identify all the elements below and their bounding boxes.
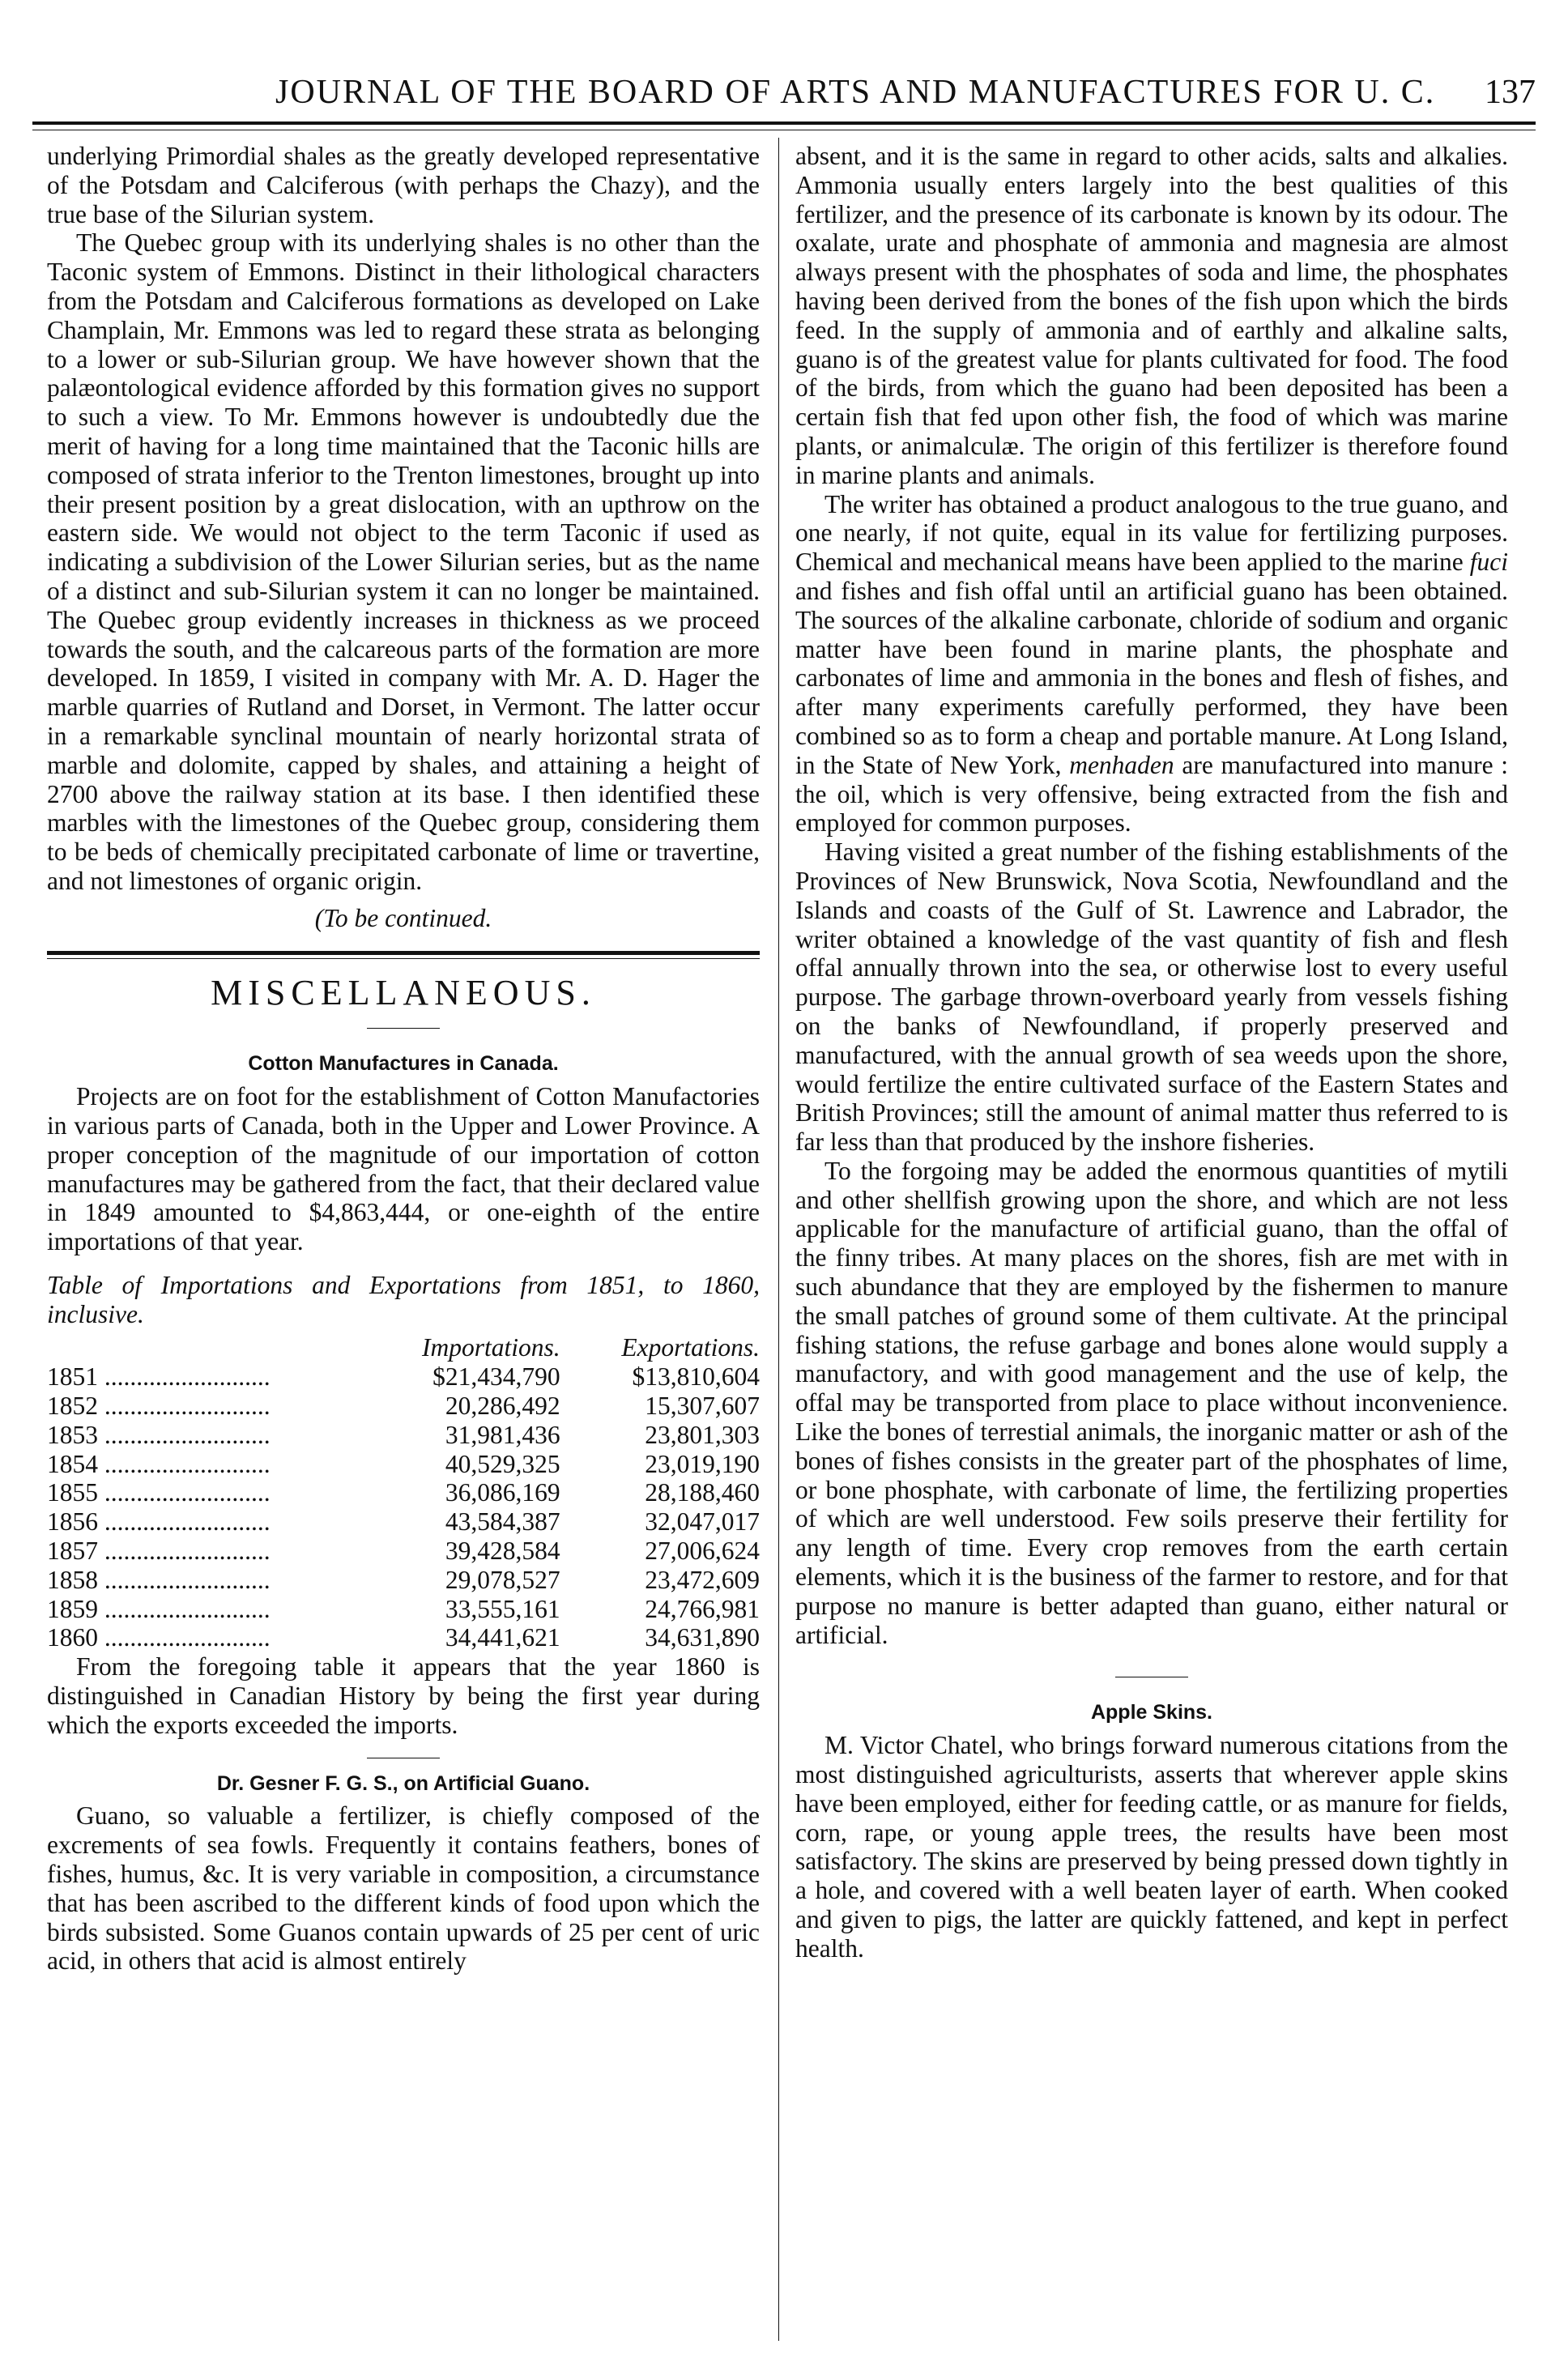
paragraph: To the forgoing may be added the enormous quantities of mytili and other shellfish growing upon the shore, and which are not less applicable for the manufacture of artificial guano, than the offal of the finny tribes. At many places on the shores, fish are met with in such abundance that they are employed by the fishermen to manure the small patches of ground some of them cultivate. At the principal fishing stations, the refuse garbage and bones alone would supply a manufactory, and with good management and the use of kelp, the offal may be transported from place to place without inconvenience. Like the bones of terrestial animals, the inorganic matter or ash of the bones of fishes consists in the greater part of the phosphates of lime, or bone phosphate, with carbonate of lime, the fertilizing properties of which are well understood. Few soils preserve their fertility for any length of time. Every crop removes from the earth certain elements, which it is the business of the farmer to restore, and for that purpose no manure is better adapted than guano, either natural or artificial. (795, 1156, 1508, 1649)
table-header-row (47, 1333, 760, 1362)
article-heading: Apple Skins. (1090, 1701, 1213, 1724)
article-heading: Cotton Manufactures in Canada. (248, 1052, 559, 1076)
journal-title: JOURNAL OF THE BOARD OF ARTS AND MANUFACTURES FOR U. C. (275, 74, 1436, 111)
importations-cell: 43,584,387 (445, 1507, 560, 1537)
table-row (47, 1595, 760, 1624)
exportations-cell: 32,047,017 (645, 1507, 760, 1537)
exportations-cell: 28,188,460 (645, 1478, 760, 1507)
exportations-cell: 23,019,190 (645, 1449, 760, 1478)
table-row (47, 1450, 760, 1479)
importations-cell: 36,086,169 (445, 1478, 560, 1507)
italic-term: menhaden (1069, 750, 1174, 779)
table-row (47, 1623, 760, 1652)
exportations-cell: 27,006,624 (645, 1537, 760, 1566)
section-divider (367, 1028, 440, 1029)
paragraph: Guano, so valuable a fertilizer, is chiefly composed of the excrements of sea fowls. Frequently it contains feathers, bones of fishes, humus, &c. It is very variable in composition, a circumstance that has been ascribed to the different kinds of food upon which the birds subsisted. Some Guanos contain upwards of 25 per cent of uric acid, in others that acid is almost entirely (47, 1801, 760, 1976)
running-header (32, 65, 1536, 121)
exportations-cell: $13,810,604 (632, 1362, 760, 1392)
year-cell: 1855 .......................... (47, 1478, 271, 1507)
section-rule (47, 951, 760, 955)
column-divider (778, 138, 779, 2341)
importations-cell: 20,286,492 (445, 1392, 560, 1421)
paragraph: Having visited a great number of the fishing establishments of the Provinces of New Brunswick, Nova Scotia, Newfoundland and the Islands and coasts of the Gulf of St. Lawrence and Labrador, the writer obtained a knowledge of the vast quantity of fish and flesh offal annually thrown into the sea, or otherwise lost to every useful purpose. The garbage thrown-overboard yearly from vessels fishing on the banks of Newfoundland, if properly preserved and manufactured, with the annual growth of sea weeds upon the shore, would fertilize the entire cultivated surface of the Eastern States and British Provinces; still the amount of animal matter thus referred to is far less than that produced by the inshore fisheries. (795, 838, 1508, 1157)
paragraph: From the foregoing table it appears that the year 1860 is distinguished in Canadian History by being the first year during which the exports exceeded the imports. (47, 1652, 760, 1739)
section-title: MISCELLANEOUS. (211, 972, 596, 1012)
importations-table (47, 1333, 760, 1652)
importations-cell: 31,981,436 (445, 1420, 560, 1449)
section-rule-thin (47, 958, 760, 959)
paragraph: Projects are on foot for the establishment of Cotton Manufactories in various parts of Canada, both in the Upper and Lower Province. A proper conception of the magnitude of our importation of cotton manufactures may be gathered from the fact, that their declared value in 1849 amounted to $4,863,444, or one-eighth of the entire importations of that year. (47, 1082, 760, 1256)
table-row (47, 1392, 760, 1421)
exportations-cell: 24,766,981 (645, 1594, 760, 1623)
left-column (47, 142, 760, 1976)
year-cell: 1858 .......................... (47, 1565, 271, 1594)
table-row (47, 1566, 760, 1595)
table-row (47, 1362, 760, 1392)
page-number: 137 (1485, 74, 1536, 111)
paragraph: M. Victor Chatel, who brings forward numerous citations from the most distinguished agriculturists, asserts that wherever apple skins have been employed, either for feeding cattle, or as manure for fields, corn, rape, or young apple trees, the results have been most satisfactory. The skins are preserved by being pressed down tightly in a hole, and covered with a well beaten layer of earth. When cooked and given to pigs, the latter are quickly fattened, and kept in perfect health. (795, 1731, 1508, 1963)
column-header: Exportations. (621, 1333, 760, 1362)
year-cell: 1854 .......................... (47, 1449, 271, 1478)
year-cell: 1857 .......................... (47, 1537, 271, 1566)
importations-cell: 34,441,621 (445, 1623, 560, 1652)
paragraph: The Quebec group with its underlying shales is no other than the Taconic system of Emmons. Distinct in their lithological characters from the Potsdam and Calciferous formations as developed on Lake Champlain, Mr. Emmons was led to regard these strata as belonging to a lower or sub-Silurian group. We have however shown that the palæontological evidence afforded by this formation gives no support to such a view. To Mr. Emmons however is undoubtedly due the merit of having for a long time maintained that the Taconic hills are composed of strata inferior to the Trenton limestones, brought up into their present position by a great dislocation, with an upthrow on the eastern side. We would not object to the term Taconic if used as indicating a subdivision of the Lower Silurian series, but as the name of a distinct and sub-Silurian system it can no longer be maintained. The Quebec group evidently increases in thickness as we proceed towards the south, and the calcareous parts of the formation are more developed. In 1859, I visited in company with Mr. A. D. Hager the marble quarries of Rutland and Dorset, in Vermont. The latter occur in a remarkable synclinal mountain of nearly horizontal strata of marble and dolomite, capped by shales, and attaining a height of 2700 above the railway station at its base. I then identified these marbles with the limestones of the Quebec group, considering them to be beds of chemically precipitated carbonate of lime or travertine, and not limestones of organic origin. (47, 228, 760, 895)
text-run: The writer has obtained a product analogous to the true guano, and one nearly, if not quite, equal in its value for fertilizing purposes. Chemical and mechanical means have been applied to the marine (795, 489, 1508, 577)
exportations-cell: 15,307,607 (645, 1392, 760, 1421)
column-header: Importations. (421, 1333, 560, 1362)
importations-cell: 40,529,325 (445, 1449, 560, 1478)
exportations-cell: 23,472,609 (645, 1565, 760, 1594)
header-rule (32, 121, 1536, 125)
journal-page (32, 0, 1536, 2370)
table-row (47, 1507, 760, 1537)
year-cell: 1859 .......................... (47, 1594, 271, 1623)
year-cell: 1851 .......................... (47, 1362, 271, 1392)
exportations-cell: 23,801,303 (645, 1420, 760, 1449)
importations-cell: 29,078,527 (445, 1565, 560, 1594)
table-caption: Table of Importations and Exportations from 1851, to 1860, inclusive. (47, 1270, 760, 1328)
importations-cell: 33,555,161 (445, 1594, 560, 1623)
year-cell: 1852 .......................... (47, 1392, 271, 1421)
year-cell: 1853 .......................... (47, 1420, 271, 1449)
continued-note: (To be continued. (314, 903, 492, 932)
text-run: and fishes and fish offal until an artificial guano has been obtained. The sources of the alkaline carbonate, chloride of sodium and organic matter have been found in marine plants, the phosphate and carbonates of lime and ammonia in the bones and flesh of fishes, and after many experiments carefully performed, they have been combined so as to form a cheap and portable manure. At Long Island, in the State of New York, (795, 576, 1508, 779)
year-cell: 1860 .......................... (47, 1623, 271, 1652)
paragraph: absent, and it is the same in regard to other acids, salts and alkalies. Ammonia usually enters largely into the best qualities of this fertilizer, and the presence of its carbonate is known by its odour. The oxalate, urate and phosphate of ammonia and magnesia are almost always present with the phosphates of soda and lime, the phosphates having been derived from the bones of the fish upon which the birds feed. In the supply of ammonia and of earthly and alkaline salts, guano is of the greatest value for plants cultivated for food. The food of the birds, from which the guano had been deposited has been a certain fish that fed upon other fish, the food of which was marine plants, or animalculæ. The origin of this fertilizer is therefore found in marine plants and animals. (795, 142, 1508, 489)
exportations-cell: 34,631,890 (645, 1623, 760, 1652)
table-row (47, 1421, 760, 1450)
paragraph (795, 490, 1508, 838)
right-column (795, 142, 1508, 1963)
importations-cell: 39,428,584 (445, 1537, 560, 1566)
text-run: are manufactured into manure : the oil, which is very offensive, being extracted from the fish and employed for common purposes. (795, 750, 1508, 838)
table-row (47, 1537, 760, 1566)
italic-term: fuci (1469, 548, 1508, 577)
table-row (47, 1478, 760, 1507)
year-cell: 1856 .......................... (47, 1507, 271, 1537)
importations-cell: $21,434,790 (432, 1362, 560, 1392)
paragraph: underlying Primordial shales as the greatly developed representative of the Potsdam and Calciferous (with perhaps the Chazy), and the true base of the Silurian system. (47, 142, 760, 228)
article-heading: Dr. Gesner F. G. S., on Artificial Guano. (216, 1771, 590, 1795)
